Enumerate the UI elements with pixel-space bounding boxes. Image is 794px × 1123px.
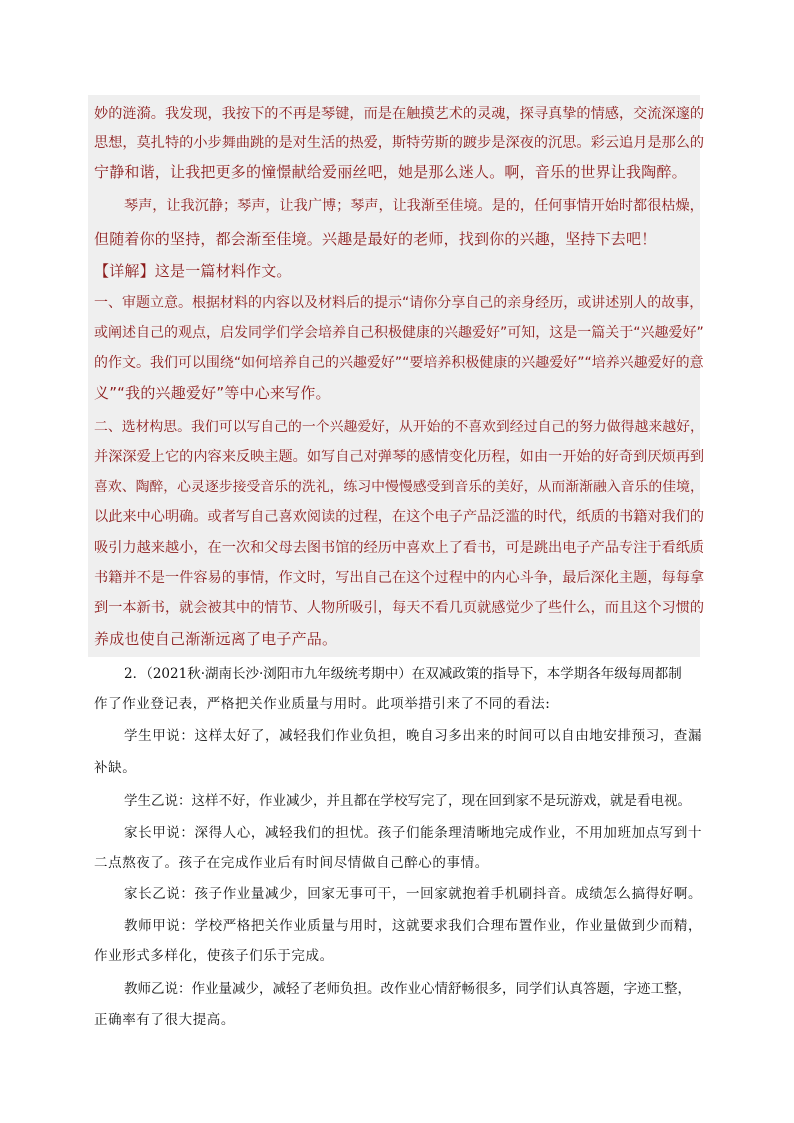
detail-line: 喜欢、陶醉，心灵逐步接受音乐的洗礼，练习中慢慢感受到音乐的美好，从而渐渐融入音乐的佳境， xyxy=(94,479,704,495)
detail-line: 一、审题立意。根据材料的内容以及材料后的提示“请你分享自己的亲身经历，或讲述别人的故事， xyxy=(94,295,704,311)
detail-line: 以此来中心明确。或者写自己喜欢阅读的过程，在这个电子产品泛滥的时代，纸质的书籍对我们的 xyxy=(94,509,705,525)
detail-line: 义”“我的兴趣爱好”等中心来写作。 xyxy=(94,384,331,402)
detail-line: 吸引力越来越小，在一次和父母去图书馆的经历中喜欢上了看书，可是跳出电子产品专注于看纸质 xyxy=(94,540,705,556)
question-stem-line: 2．（2021秋·湖南长沙·浏阳市九年级统考期中）在双减政策的指导下，本学期各年级每周都制 xyxy=(124,666,682,682)
opinion-line: 补缺。 xyxy=(94,760,137,776)
essay-line: 宁静和谐，让我把更多的憧憬献给爱丽丝吧，她是那么迷人。啊，音乐的世界让我陶醉。 xyxy=(94,163,687,181)
essay-line: 但随着你的坚持，都会渐至佳境。兴趣是最好的老师，找到你的兴趣，坚持下去吧！ xyxy=(94,230,657,248)
detail-line: 或阐述自己的观点，启发同学们学会培养自己积极健康的兴趣爱好”可知，这是一篇关于“兴趣爱好” xyxy=(94,325,704,341)
detail-line: 二、选材构思。我们可以写自己的一个兴趣爱好，从开始的不喜欢到经过自己的努力做得越来越好， xyxy=(94,419,704,435)
detail-line: 养成也使自己渐渐远离了电子产品。 xyxy=(94,630,338,648)
essay-line: 思想，莫扎特的小步舞曲跳的是对生活的热爱，斯特劳斯的踱步是深夜的沉思。彩云追月是那么的 xyxy=(94,135,705,151)
opinion-line: 作业形式多样化，使孩子们乐于完成。 xyxy=(94,948,334,964)
opinion-line: 教师乙说：作业量减少，减轻了老师负担。改作业心情舒畅很多，同学们认真答题，字迹工整， xyxy=(124,981,691,997)
opinion-line: 学生乙说：这样不好，作业减少，并且都在学校写完了，现在回到家不是玩游戏，就是看电视。 xyxy=(124,793,691,809)
essay-line: 妙的涟漪。我发现，我按下的不再是琴键，而是在触摸艺术的灵魂，探寻真挚的情感，交流深邃的 xyxy=(94,106,705,122)
question-stem-line: 作了作业登记表，严格把关作业质量与用时。此项举措引来了不同的看法: xyxy=(94,696,551,712)
detail-line: 书籍并不是一件容易的事情，作文时，写出自己在这个过程中的内心斗争，最后深化主题，每每拿 xyxy=(94,570,705,586)
opinion-line: 学生甲说：这样太好了，减轻我们作业负担，晚自习多出来的时间可以自由地安排预习，查漏 xyxy=(124,728,703,744)
opinion-line: 家长乙说：孩子作业量减少，回家无事可干，一回家就抱着手机刷抖音。成绩怎么搞得好啊。 xyxy=(124,886,703,902)
essay-line: 琴声，让我沉静；琴声，让我广博；琴声，让我渐至佳境。是的，任何事情开始时都很枯燥， xyxy=(124,198,704,214)
opinion-line: 二点熬夜了。孩子在完成作业后有时间尽情做自己醉心的事情。 xyxy=(94,855,489,871)
opinion-line: 家长甲说：深得人心，减轻我们的担忧。孩子们能条理清晰地完成作业，不用加班加点写到十 xyxy=(124,825,703,841)
opinion-line: 教师甲说：学校严格把关作业质量与用时，这就要求我们合理布置作业，作业量做到少而精， xyxy=(124,918,703,934)
detail-line: 并深深爱上它的内容来反映主题。如写自己对弹琴的感情变化历程，如由一开始的好奇到厌烦再到 xyxy=(94,449,705,465)
detail-heading: 【详解】这是一篇材料作文。 xyxy=(94,262,292,280)
detail-line: 的作文。我们可以围绕“如何培养自己的兴趣爱好”“要培养积极健康的兴趣爱好”“培养兴趣爱好的意 xyxy=(94,355,704,371)
detail-line: 到一本新书，就会被其中的情节、人物所吸引，每天不看几页就感觉少了些什么，而且这个习惯的 xyxy=(94,600,705,616)
opinion-line: 正确率有了很大提高。 xyxy=(94,1012,235,1028)
